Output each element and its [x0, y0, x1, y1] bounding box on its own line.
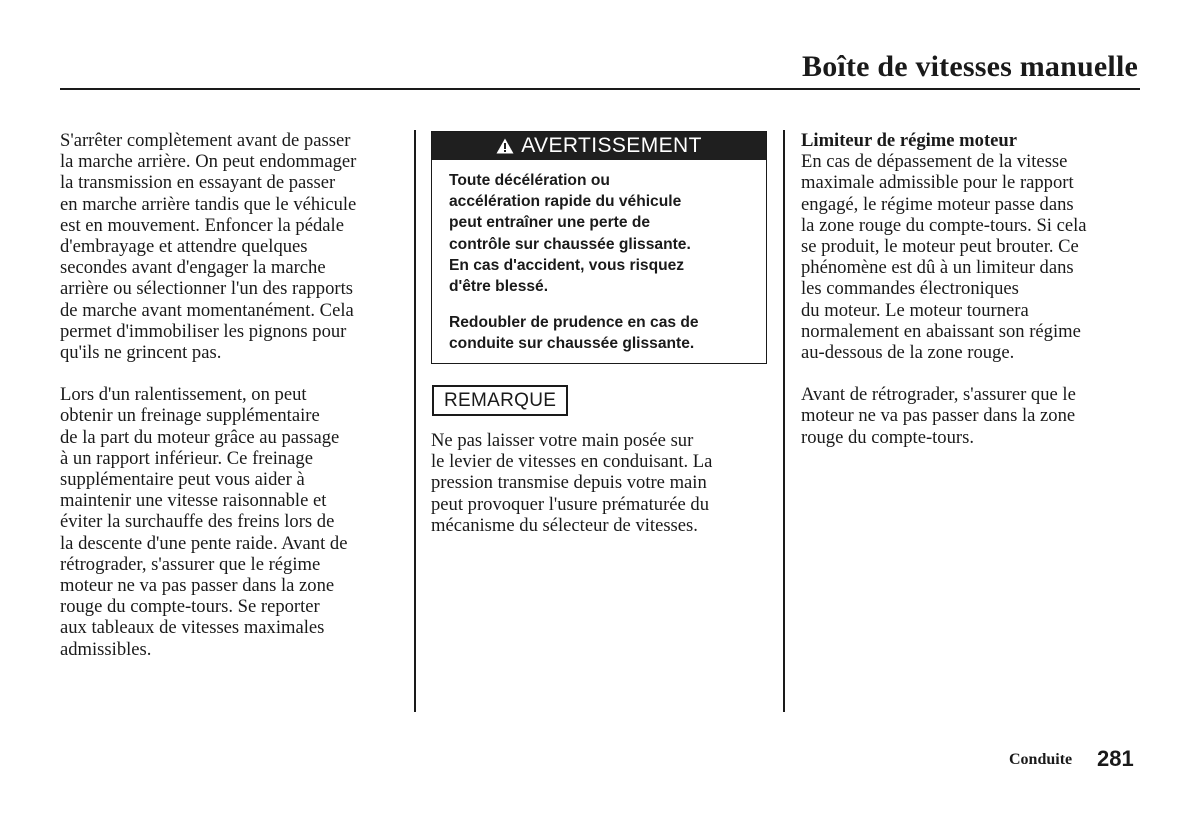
text-line: rouge du compte-tours.: [801, 426, 974, 448]
text-line: rétrograder, s'assurer que le régime: [60, 553, 321, 575]
warning-header: [432, 132, 766, 160]
text-line: engagé, le régime moteur passe dans: [801, 193, 1074, 215]
text-line: du moteur. Le moteur tournera: [801, 299, 1029, 321]
text-line: de la part du moteur grâce au passage: [60, 426, 340, 448]
text-line: peut entraîner une perte de: [449, 214, 651, 232]
page-title: Boîte de vitesses manuelle: [802, 50, 1138, 83]
text-line: maintenir une vitesse raisonnable et: [60, 490, 327, 512]
text-line: la descente d'une pente raide. Avant de: [60, 532, 348, 554]
warning-title: AVERTISSEMENT: [521, 134, 702, 157]
text-line: permet d'immobiliser les pignons pour: [60, 320, 347, 342]
text-line: d'embrayage et attendre quelques: [60, 236, 308, 258]
right-column: [801, 130, 1141, 469]
text-line: moteur ne va pas passer dans la zone: [60, 575, 335, 597]
text-line: obtenir un freinage supplémentaire: [60, 405, 320, 427]
warning-paragraph: [449, 170, 750, 297]
rev-limiter-paragraph: [801, 151, 1141, 363]
header-rule: [60, 88, 1140, 90]
text-line: au-dessous de la zone rouge.: [801, 342, 1015, 364]
text-line: en marche arrière tandis que le véhicule: [60, 193, 357, 215]
text-line: supplémentaire peut vous aider à: [60, 469, 305, 491]
downshift-paragraph: [801, 384, 1141, 448]
remarque-label: REMARQUE: [432, 385, 568, 416]
warning-triangle-icon: [496, 138, 514, 154]
text-line: les commandes électroniques: [801, 278, 1019, 300]
text-line: Lors d'un ralentissement, on peut: [60, 384, 307, 406]
text-line: pression transmise depuis votre main: [431, 472, 707, 494]
text-line: moteur ne va pas passer dans la zone: [801, 405, 1076, 427]
text-line: secondes avant d'engager la marche: [60, 257, 326, 279]
text-line: phénomène est dû à un limiteur dans: [801, 257, 1074, 279]
text-line: qu'ils ne grincent pas.: [60, 342, 222, 364]
text-line: accélération rapide du véhicule: [449, 193, 682, 211]
text-line: contrôle sur chaussée glissante.: [449, 235, 691, 253]
page-number: 281: [1097, 746, 1134, 771]
section-heading: Limiteur de régime moteur: [801, 130, 1017, 151]
text-line: conduite sur chaussée glissante.: [449, 335, 695, 353]
text-line: maximale admissible pour le rapport: [801, 172, 1074, 194]
text-line: aux tableaux de vitesses maximales: [60, 617, 325, 639]
column-divider: [783, 130, 785, 712]
text-line: Toute décélération ou: [449, 172, 610, 189]
footer-section-name: Conduite: [1009, 751, 1073, 768]
left-column: [60, 130, 405, 681]
text-line: En cas de dépassement de la vitesse: [801, 151, 1068, 173]
text-line: la transmission en essayant de passer: [60, 172, 336, 194]
text-line: S'arrêter complètement avant de passer: [60, 130, 351, 151]
warning-body: [432, 160, 766, 355]
text-line: Redoubler de prudence en cas de: [449, 314, 699, 332]
text-line: la zone rouge du compte-tours. Si cela: [801, 214, 1087, 236]
text-line: est en mouvement. Enfoncer la pédale: [60, 214, 344, 236]
text-line: éviter la surchauffe des freins lors de: [60, 511, 335, 533]
text-line: se produit, le moteur peut brouter. Ce: [801, 236, 1079, 258]
warning-paragraph: [449, 312, 750, 354]
text-line: la marche arrière. On peut endommager: [60, 151, 357, 173]
text-line: arrière ou sélectionner l'un des rapports: [60, 278, 353, 300]
remarque-paragraph: [431, 430, 768, 536]
text-line: En cas d'accident, vous risquez: [449, 256, 685, 274]
text-line: admissibles.: [60, 638, 152, 660]
text-line: de marche avant momentanément. Cela: [60, 299, 354, 321]
text-line: Ne pas laisser votre main posée sur: [431, 430, 694, 451]
warning-box: [431, 131, 767, 364]
reverse-gear-paragraph: [60, 130, 405, 363]
text-line: à un rapport inférieur. Ce freinage: [60, 447, 313, 469]
text-line: peut provoquer l'usure prématurée du: [431, 493, 710, 515]
text-line: mécanisme du sélecteur de vitesses.: [431, 514, 698, 536]
engine-braking-paragraph: [60, 384, 405, 660]
column-divider: [414, 130, 416, 712]
text-line: d'être blessé.: [449, 278, 549, 296]
text-line: normalement en abaissant son régime: [801, 320, 1081, 342]
text-line: rouge du compte-tours. Se reporter: [60, 596, 320, 618]
text-line: le levier de vitesses en conduisant. La: [431, 451, 713, 473]
text-line: Avant de rétrograder, s'assurer que le: [801, 384, 1076, 406]
